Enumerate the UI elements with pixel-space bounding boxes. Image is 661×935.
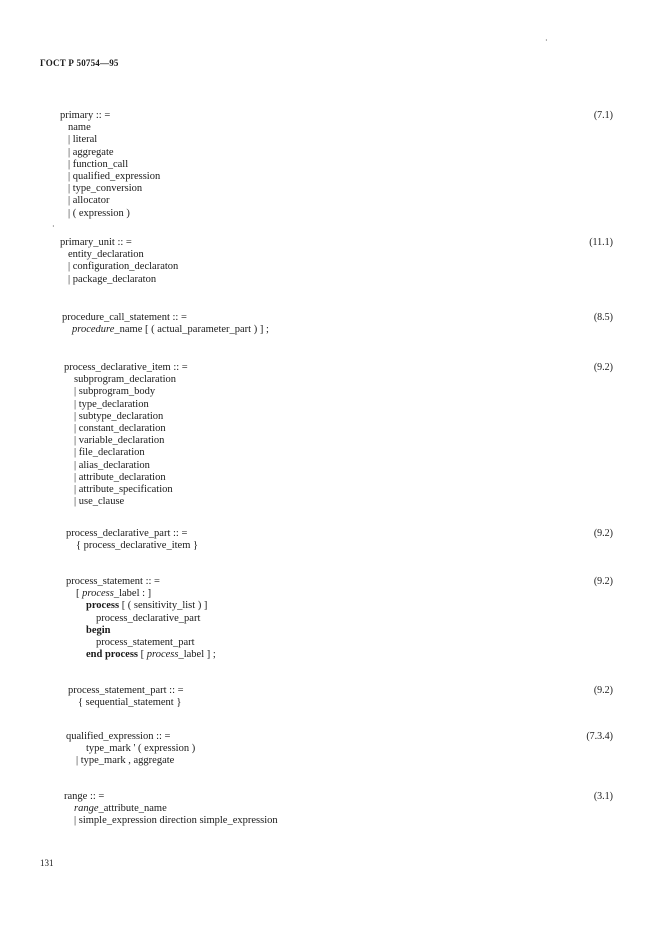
text-run: _label ] ; <box>178 649 216 661</box>
production-line <box>86 600 207 612</box>
production-line <box>74 386 155 398</box>
italic-prefix: procedure <box>72 324 115 336</box>
text-run: | alias_declaration <box>74 459 150 471</box>
section-reference: (9.2) <box>593 576 613 587</box>
production-line <box>86 743 195 755</box>
production-line <box>72 324 269 336</box>
production-line <box>76 540 198 552</box>
production-line <box>74 447 145 459</box>
scan-speck: · <box>545 36 548 45</box>
production-line <box>74 411 163 423</box>
production-line <box>74 803 167 815</box>
production-head <box>64 791 104 803</box>
production-line <box>68 134 97 146</box>
production-head <box>64 362 188 374</box>
text-run: subprogram_declaration <box>74 374 177 386</box>
text-run: | package_declaraton <box>68 273 157 285</box>
text-run: | allocator <box>68 195 110 207</box>
text-run: [ <box>76 588 83 600</box>
production-line <box>68 171 160 183</box>
production-line <box>78 697 181 709</box>
page-header: ГОСТ Р 50754—95 <box>40 58 119 68</box>
production-line <box>76 755 174 767</box>
keyword: begin <box>86 624 111 636</box>
text-run: | type_mark , aggregate <box>76 755 175 767</box>
production-line <box>74 472 166 484</box>
text-run: range :: = <box>64 791 105 802</box>
text-run: _attribute_name <box>98 803 167 815</box>
text-run: qualified_expression :: = <box>66 731 171 742</box>
text-run: process_declarative_part <box>96 612 201 624</box>
production-line <box>86 625 111 637</box>
production-line <box>68 249 144 261</box>
text-run: [ ( sensitivity_list ) ] <box>119 600 208 612</box>
text-run: primary :: = <box>60 110 111 121</box>
production-head <box>66 731 170 743</box>
keyword: process <box>86 600 120 612</box>
text-run: | variable_declaration <box>74 435 165 447</box>
italic-prefix: process <box>146 649 179 661</box>
production-line <box>76 588 151 600</box>
text-run: | constant_declaration <box>74 423 166 434</box>
production-head <box>68 685 184 697</box>
text-run: process_statement_part :: = <box>68 685 184 696</box>
production-line <box>74 496 124 508</box>
production-line <box>74 484 173 496</box>
text-run: | type_conversion <box>68 183 143 195</box>
scan-speck: · <box>52 222 55 231</box>
text-run: process_declarative_item :: = <box>64 362 188 373</box>
text-run: | simple_expression direction simple_expression <box>74 815 278 827</box>
production-head <box>60 110 110 122</box>
keyword: end process <box>86 649 139 661</box>
text-run: | configuration_declaraton <box>68 261 179 273</box>
text-run: | subprogram_body <box>74 386 156 398</box>
text-run: | use_clause <box>74 496 125 508</box>
production-line <box>86 649 216 661</box>
production-head <box>60 237 132 249</box>
text-run: | aggregate <box>68 146 114 158</box>
section-reference: (11.1) <box>589 237 613 248</box>
section-reference: (7.3.4) <box>586 731 613 742</box>
production-line <box>74 815 278 827</box>
production-line <box>68 147 114 159</box>
production-line <box>74 423 166 435</box>
text-run: | file_declaration <box>74 447 145 459</box>
text-run: | attribute_specification <box>74 484 173 495</box>
production-line <box>68 274 156 286</box>
italic-prefix: process <box>82 588 114 600</box>
production-line <box>68 208 130 220</box>
text-run: name <box>68 122 91 134</box>
production-line <box>96 637 195 649</box>
section-reference: (9.2) <box>593 362 613 373</box>
text-run: process_declarative_part :: = <box>66 528 188 539</box>
text-run: process_statement :: = <box>66 576 160 587</box>
section-reference: (9.2) <box>593 528 613 539</box>
production-line <box>74 399 149 411</box>
production-head <box>62 312 187 324</box>
production-line <box>68 183 142 195</box>
text-run: primary_unit :: = <box>60 237 132 248</box>
text-run: | ( expression ) <box>68 207 130 219</box>
text-run: _name [ ( actual_parameter_part ) ] ; <box>114 324 269 336</box>
text-run: [ <box>138 649 147 661</box>
text-run: | subtype_declaration <box>74 410 164 422</box>
production-line <box>68 159 128 171</box>
text-run: | literal <box>68 134 98 146</box>
production-line <box>96 613 200 625</box>
text-run: process_statement_part <box>96 637 195 648</box>
production-line <box>68 261 178 273</box>
production-line <box>68 122 91 134</box>
page-number: 131 <box>40 858 54 868</box>
text-run: | type_declaration <box>74 398 149 410</box>
production-line <box>74 460 150 472</box>
production-line <box>74 435 164 447</box>
production-head <box>66 576 160 588</box>
production-line <box>74 374 176 386</box>
italic-prefix: range <box>74 803 99 815</box>
text-run: | function_call <box>68 158 129 170</box>
text-run: { sequential_statement } <box>78 697 182 709</box>
text-run: _label : ] <box>113 588 152 600</box>
production-line <box>68 195 109 207</box>
section-reference: (7.1) <box>593 110 613 121</box>
section-reference: (8.5) <box>593 312 613 323</box>
text-run: procedure_call_statement :: = <box>62 312 187 323</box>
text-run: entity_declaration <box>68 249 144 261</box>
section-reference: (3.1) <box>593 791 613 802</box>
text-run: type_mark ' ( expression ) <box>86 743 196 755</box>
text-run: | attribute_declaration <box>74 471 166 483</box>
text-run: | qualified_expression <box>68 171 161 182</box>
section-reference: (9.2) <box>593 685 613 696</box>
production-head <box>66 528 187 540</box>
text-run: { process_declarative_item } <box>76 540 199 552</box>
